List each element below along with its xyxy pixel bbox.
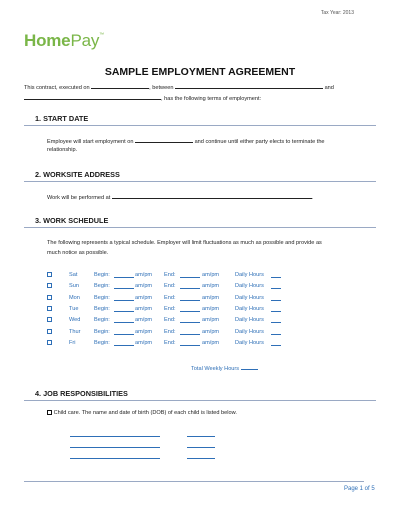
schedule-row — [47, 294, 264, 301]
end-time-blank[interactable] — [180, 306, 200, 312]
end-time-blank[interactable] — [180, 295, 200, 301]
document-title: SAMPLE EMPLOYMENT AGREEMENT — [104, 66, 296, 78]
daily-hours-blank[interactable] — [271, 283, 281, 289]
begin-time-blank[interactable] — [114, 295, 134, 301]
end-label: End: — [164, 328, 176, 335]
daily-hours-blank[interactable] — [271, 340, 281, 346]
daily-hours-blank[interactable] — [271, 306, 281, 312]
day-label: Wed — [69, 317, 81, 324]
child-dob-blank[interactable] — [187, 442, 215, 448]
total-weekly-blank[interactable] — [241, 364, 258, 370]
section-start-date-heading: 1. START DATE — [35, 114, 89, 123]
logo-trademark: ™ — [99, 32, 104, 38]
end-ampm: am/pm — [202, 328, 220, 335]
begin-time-blank[interactable] — [114, 283, 134, 289]
begin-time-blank[interactable] — [114, 306, 134, 312]
day-checkbox[interactable] — [47, 317, 52, 322]
end-ampm: am/pm — [202, 317, 220, 324]
day-label: Fri — [69, 339, 76, 346]
begin-label: Begin: — [94, 272, 110, 278]
daily-hours-blank[interactable] — [271, 295, 281, 301]
day-label: Mon — [69, 294, 80, 301]
daily-hours-label: Daily Hours — [235, 272, 264, 278]
section-worksite-heading: 2. WORKSITE ADDRESS — [35, 170, 120, 179]
end-time-blank[interactable] — [180, 329, 200, 335]
employee-name-blank[interactable] — [24, 94, 161, 100]
end-time-blank[interactable] — [180, 283, 200, 289]
schedule-row — [47, 283, 264, 290]
daily-hours-blank[interactable] — [271, 329, 281, 335]
section-divider — [24, 400, 376, 401]
child-name-blank[interactable] — [70, 453, 160, 459]
intro-line-2 — [24, 94, 261, 102]
daily-hours-label: Daily Hours — [235, 317, 264, 324]
schedule-row — [47, 328, 264, 335]
start-date-line-1 — [47, 137, 325, 145]
end-label: End: — [164, 294, 176, 301]
daily-hours-label: Daily Hours — [235, 294, 264, 301]
page-number: Page 1 of 5 — [344, 486, 375, 492]
worksite-address-blank[interactable] — [112, 193, 312, 199]
footer-divider — [24, 481, 364, 482]
day-checkbox[interactable] — [47, 340, 52, 345]
begin-ampm: am/pm — [135, 328, 153, 335]
day-checkbox[interactable] — [47, 306, 52, 311]
start-date-text-c: relationship. — [47, 147, 78, 153]
end-time-blank[interactable] — [180, 272, 200, 278]
intro-text-d: , has the following terms of employment: — [161, 96, 262, 102]
section-divider — [24, 181, 376, 182]
schedule-row — [47, 317, 264, 324]
end-label: End: — [164, 305, 176, 312]
intro-text-b: , between — [149, 85, 174, 91]
end-ampm: am/pm — [202, 294, 220, 301]
intro-text-a: This contract, executed on — [24, 85, 90, 91]
begin-ampm: am/pm — [135, 305, 153, 312]
end-label: End: — [164, 317, 176, 324]
begin-label: Begin: — [94, 339, 110, 346]
daily-hours-blank[interactable] — [271, 317, 281, 323]
day-label: Thur — [69, 328, 81, 335]
child-name-blank[interactable] — [70, 431, 160, 437]
section-divider — [24, 125, 376, 126]
begin-time-blank[interactable] — [114, 340, 134, 346]
logo-pay: Pay — [70, 31, 100, 50]
begin-label: Begin: — [94, 283, 110, 290]
section-job-heading: 4. JOB RESPONSIBILITIES — [35, 389, 128, 398]
child-name-blank[interactable] — [70, 442, 160, 448]
homepay-logo — [24, 31, 104, 51]
begin-label: Begin: — [94, 328, 110, 335]
daily-hours-label: Daily Hours — [235, 283, 264, 290]
end-time-blank[interactable] — [180, 340, 200, 346]
worksite-text-b: . — [311, 195, 314, 201]
begin-time-blank[interactable] — [114, 272, 134, 278]
day-checkbox[interactable] — [47, 272, 52, 277]
child-dob-blank[interactable] — [187, 431, 215, 437]
begin-label: Begin: — [94, 305, 110, 312]
begin-ampm: am/pm — [135, 272, 153, 278]
end-ampm: am/pm — [202, 272, 220, 278]
childcare-line — [47, 410, 237, 416]
begin-ampm: am/pm — [135, 283, 153, 290]
schedule-row — [47, 272, 264, 278]
section-divider — [24, 227, 376, 228]
start-date-text-b: and continue until either party elects to terminate the — [194, 139, 325, 145]
start-date-blank[interactable] — [135, 137, 193, 143]
start-date-text-a: Employee will start employment on — [47, 139, 134, 145]
childcare-text: Child care. The name and date of birth (DOB) of each child is listed below. — [53, 410, 237, 416]
total-weekly-hours — [191, 364, 258, 372]
logo-home: Home — [24, 31, 71, 50]
schedule-desc-2: much notice as possible. — [47, 250, 109, 256]
daily-hours-blank[interactable] — [271, 272, 281, 278]
execution-date-blank[interactable] — [91, 83, 149, 89]
childcare-checkbox[interactable] — [47, 410, 52, 415]
end-label: End: — [164, 272, 176, 278]
daily-hours-label: Daily Hours — [235, 305, 264, 312]
day-label: Sun — [69, 283, 79, 290]
begin-time-blank[interactable] — [114, 329, 134, 335]
day-checkbox[interactable] — [47, 329, 52, 334]
end-time-blank[interactable] — [180, 317, 200, 323]
intro-line-1 — [24, 83, 334, 91]
schedule-desc-1: The following represents a typical schedule. Employer will limit fluctuations as much as possible and provide as — [47, 240, 322, 246]
daily-hours-label: Daily Hours — [235, 339, 264, 346]
daily-hours-label: Daily Hours — [235, 328, 264, 335]
begin-label: Begin: — [94, 294, 110, 301]
day-checkbox[interactable] — [47, 283, 52, 288]
intro-text-c: and — [324, 85, 334, 91]
total-weekly-label: Total Weekly Hours — [191, 366, 240, 372]
end-ampm: am/pm — [202, 283, 220, 290]
day-label: Tue — [69, 305, 79, 312]
end-ampm: am/pm — [202, 305, 220, 312]
section-schedule-heading: 3. WORK SCHEDULE — [35, 216, 109, 225]
schedule-row — [47, 339, 264, 346]
begin-time-blank[interactable] — [114, 317, 134, 323]
worksite-line — [47, 193, 313, 201]
day-checkbox[interactable] — [47, 295, 52, 300]
employer-name-blank[interactable] — [175, 83, 323, 89]
end-ampm: am/pm — [202, 339, 220, 346]
begin-ampm: am/pm — [135, 317, 153, 324]
end-label: End: — [164, 339, 176, 346]
end-label: End: — [164, 283, 176, 290]
schedule-row — [47, 305, 264, 312]
begin-ampm: am/pm — [135, 294, 153, 301]
child-dob-blank[interactable] — [187, 453, 215, 459]
day-label: Sat — [69, 272, 78, 278]
begin-label: Begin: — [94, 317, 110, 324]
worksite-text-a: Work will be performed at — [47, 195, 111, 201]
tax-year: Tax Year: 2013 — [320, 10, 354, 16]
begin-ampm: am/pm — [135, 339, 153, 346]
